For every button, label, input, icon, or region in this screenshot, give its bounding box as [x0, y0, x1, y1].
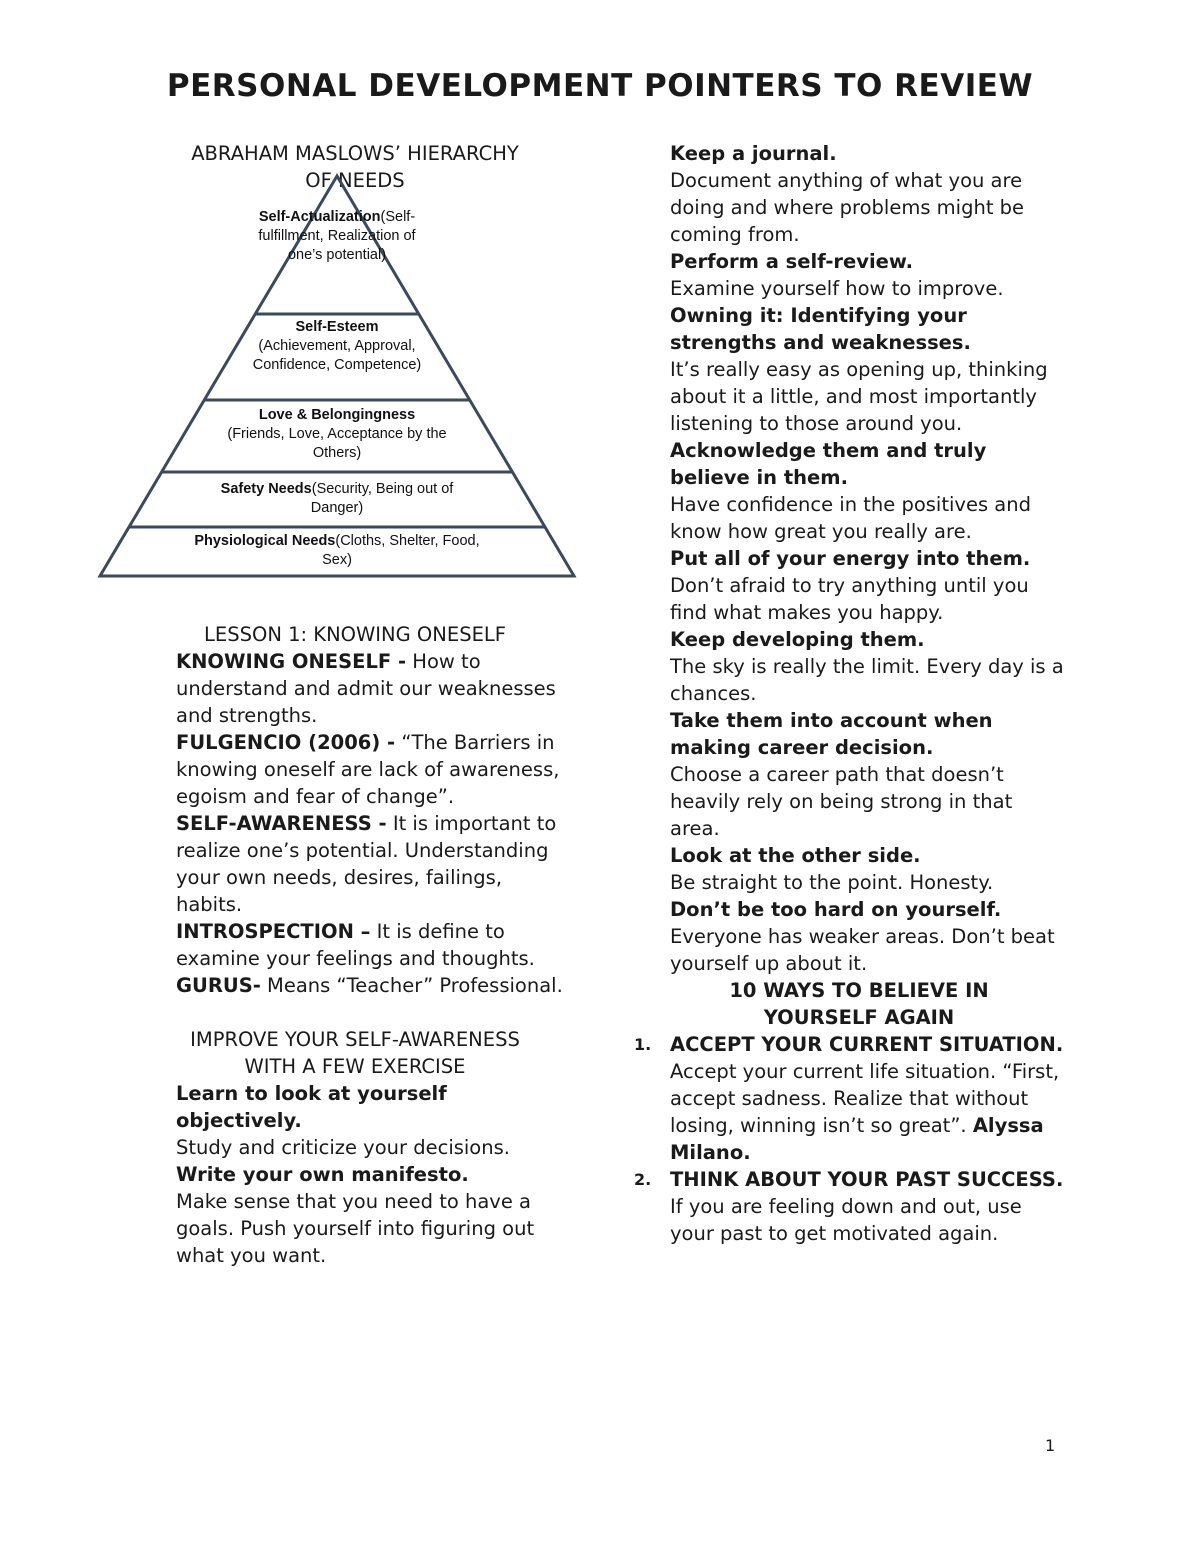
bullet-icon — [634, 302, 670, 437]
item-title: Acknowledge them and truly believe in them. — [670, 439, 987, 489]
list-item — [140, 1080, 570, 1161]
pyramid-heading-line1: ABRAHAM MASLOWS’ HIERARCHY — [191, 142, 519, 165]
page-title: PERSONAL DEVELOPMENT POINTERS TO REVIEW — [166, 68, 1034, 104]
item-term: INTROSPECTION – — [176, 920, 371, 943]
tier-detail: (Security, Being out of Danger) — [310, 481, 454, 516]
tier-name: Safety Needs — [220, 481, 312, 497]
numbered-item — [634, 1166, 1064, 1247]
item-title: Put all of your energy into them. — [670, 547, 1031, 570]
item-text: “The Barriers in knowing oneself are lack of awareness, egoism and fear of change”. — [176, 731, 560, 808]
list-item — [634, 140, 1064, 248]
item-text: Everyone has weaker areas. Don’t beat yourself up about it. — [670, 925, 1055, 975]
pyramid-tier-self-esteem — [247, 318, 427, 375]
bullet-icon — [140, 1080, 176, 1161]
bullet-icon — [140, 1161, 176, 1269]
pyramid-heading-line2: OF NEEDS — [305, 169, 405, 192]
list-item — [140, 972, 570, 999]
left-column — [140, 621, 570, 1269]
item-text: Have confidence in the positives and know how great you really are. — [670, 493, 1031, 543]
right-column — [634, 140, 1064, 1247]
tier-detail: (Self-fulfillment, Realization of one’s potential) — [258, 209, 416, 263]
item-title: Don’t be too hard on yourself. — [670, 898, 1002, 921]
quote-author: Alyssa Milano. — [670, 1114, 1044, 1164]
list-item — [634, 248, 1064, 302]
bullet-icon — [140, 810, 176, 918]
item-term: GURUS- — [176, 974, 261, 997]
item-text: The sky is really the limit. Every day is a chances. — [670, 655, 1064, 705]
item-term: FULGENCIO (2006) - — [176, 731, 396, 754]
list-item — [140, 648, 570, 729]
item-title: Keep developing them. — [670, 628, 925, 651]
item-text: Choose a career path that doesn’t heavily rely on being strong in that area. — [670, 763, 1013, 840]
bullet-icon — [140, 918, 176, 972]
list-item — [140, 1161, 570, 1269]
item-text: Don’t afraid to try anything until you find what makes you happy. — [670, 574, 1029, 624]
list-item — [634, 437, 1064, 545]
item-term: SELF-AWARENESS - — [176, 812, 387, 835]
item-text: It is important to realize one’s potential. Understanding your own needs, desires, failings, habits. — [176, 812, 557, 916]
bullet-icon — [634, 626, 670, 707]
item-number: 1. — [634, 1035, 652, 1054]
bullet-icon — [634, 248, 670, 302]
item-term: KNOWING ONESELF - — [176, 650, 407, 673]
item-title: Look at the other side. — [670, 844, 921, 867]
improve-heading: IMPROVE YOUR SELF-AWARENESS WITH A FEW EXERCISE — [190, 1028, 520, 1078]
bullet-icon — [140, 648, 176, 729]
bullet-icon — [140, 729, 176, 810]
item-title: THINK ABOUT YOUR PAST SUCCESS. — [670, 1168, 1064, 1191]
page-number: 1 — [1045, 1436, 1056, 1455]
item-text: How to understand and admit our weaknesses and strengths. — [176, 650, 556, 727]
item-text: Be straight to the point. Honesty. — [670, 871, 994, 894]
list-item — [634, 545, 1064, 626]
tier-name: Self-Esteem — [295, 319, 379, 335]
item-title: ACCEPT YOUR CURRENT SITUATION. — [670, 1033, 1064, 1056]
believe-heading: 10 WAYS TO BELIEVE IN YOURSELF AGAIN — [729, 979, 989, 1029]
tier-name: Physiological Needs — [194, 533, 336, 549]
item-title: Take them into account when making career decision. — [670, 709, 993, 759]
item-text: Accept your current life situation. “First, accept sadness. Realize that without losing, winning isn’t so great”. — [670, 1060, 1060, 1137]
list-item — [140, 918, 570, 972]
pyramid-tier-safety — [202, 480, 472, 518]
list-item — [634, 896, 1064, 977]
item-text: It’s really easy as opening up, thinking about it a little, and most importantly listening to those around you. — [670, 358, 1048, 435]
list-item — [634, 626, 1064, 707]
item-text: Make sense that you need to have a goals. Push yourself into figuring out what you want. — [176, 1190, 535, 1267]
item-text: It is define to examine your feelings and thoughts. — [176, 920, 535, 970]
tier-detail: (Friends, Love, Acceptance by the Others) — [227, 426, 447, 461]
pyramid-tier-love-belongingness — [227, 406, 447, 463]
item-text: If you are feeling down and out, use your past to get motivated again. — [670, 1195, 1022, 1245]
bullet-icon — [140, 972, 176, 999]
item-title: Perform a self-review. — [670, 250, 914, 273]
list-item — [634, 842, 1064, 896]
tier-detail: (Cloths, Shelter, Food, Sex) — [322, 533, 480, 568]
item-title: Owning it: Identifying your strengths and weaknesses. — [670, 304, 971, 354]
lesson1-heading: LESSON 1: KNOWING ONESELF — [204, 623, 506, 646]
bullet-icon — [634, 842, 670, 896]
maslow-pyramid — [96, 172, 578, 580]
tier-name: Love & Belongingness — [258, 407, 416, 423]
item-title: Keep a journal. — [670, 142, 837, 165]
list-item — [634, 302, 1064, 437]
item-number: 2. — [634, 1170, 652, 1189]
item-text: Means “Teacher” Professional. — [260, 974, 563, 997]
bullet-icon — [634, 896, 670, 977]
tier-name: Self-Actualization — [258, 209, 381, 225]
bullet-icon — [634, 140, 670, 248]
item-text: Document anything of what you are doing and where problems might be coming from. — [670, 169, 1025, 246]
list-item — [634, 707, 1064, 842]
item-text: Study and criticize your decisions. — [176, 1136, 510, 1159]
item-title: Learn to look at yourself objectively. — [176, 1082, 447, 1132]
bullet-icon — [634, 437, 670, 545]
item-text: Examine yourself how to improve. — [670, 277, 1004, 300]
pyramid-tier-physiological — [182, 532, 492, 570]
item-title: Write your own manifesto. — [176, 1163, 469, 1186]
list-item — [140, 810, 570, 918]
tier-detail: (Achievement, Approval, Confidence, Competence) — [252, 338, 422, 373]
pyramid-tier-self-actualization — [247, 208, 427, 265]
numbered-item — [634, 1031, 1064, 1166]
list-item — [140, 729, 570, 810]
bullet-icon — [634, 545, 670, 626]
bullet-icon — [634, 707, 670, 842]
